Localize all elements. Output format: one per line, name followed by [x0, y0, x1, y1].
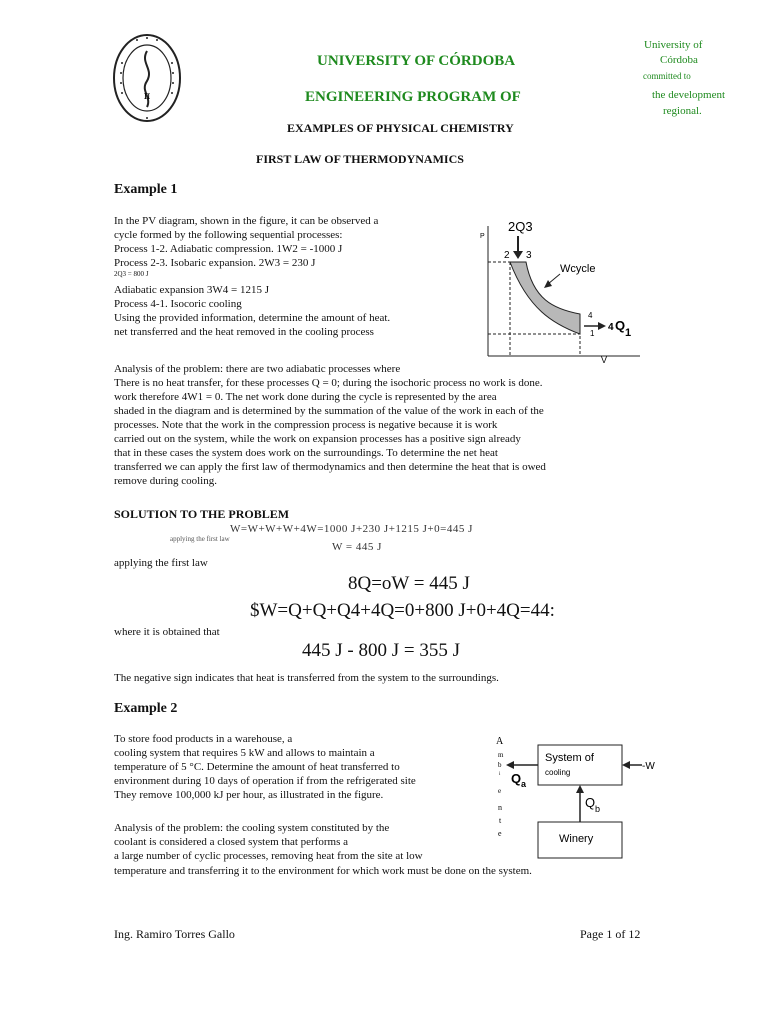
ambient-letter: i — [499, 772, 501, 777]
example2-analysis-line: coolant is considered a closed system that performs a — [114, 836, 348, 848]
footer-author: Ing. Ramiro Torres Gallo — [114, 927, 235, 941]
example2-title: Example 2 — [114, 701, 178, 716]
analysis-line: There is no heat transfer, for these processes Q = 0; during the isochoric process no work is done. — [114, 377, 543, 389]
ambient-letter: n — [498, 803, 502, 812]
side-note-line5: regional. — [663, 105, 702, 117]
example2-analysis-line: Analysis of the problem: the cooling system constituted by the — [114, 822, 390, 834]
program-title: ENGINEERING PROGRAM OF — [305, 89, 521, 105]
ambient-letter: b — [498, 761, 502, 769]
cooling-diagram — [492, 731, 662, 861]
footer-page-number: Page 1 of 12 — [580, 927, 641, 941]
pv-q-prefix: 4 — [608, 322, 614, 333]
pv-diagram — [458, 214, 648, 364]
topic-title: FIRST LAW OF THERMODYNAMICS — [256, 152, 464, 166]
ambient-letter: e — [498, 829, 502, 838]
equation-heat-net: 8Q=oW = 445 J — [348, 573, 470, 594]
example1-line: Process 1-2. Adiabatic compression. 1W2 = -1000 J — [114, 243, 343, 255]
qa-sub: a — [521, 779, 527, 789]
example1-line: net transferred and the heat removed in the cooling process — [114, 326, 374, 338]
university-seal-logo — [112, 33, 182, 123]
system-label-line2: cooling — [545, 768, 571, 777]
ambient-letter: e — [498, 787, 502, 795]
equation-heat-removed-clip — [302, 640, 492, 657]
equation-work-note: applying the first law — [170, 535, 230, 543]
conclusion-text: The negative sign indicates that heat is transferred from the system to the surroundings. — [114, 672, 499, 684]
example1-line: Process 2-3. Isobaric expansion. 2W3 = 230 J — [114, 257, 316, 269]
svg-text:π: π — [143, 91, 151, 102]
analysis-line: shaded in the diagram and is determined by the summation of the value of the work in each of the — [114, 405, 544, 417]
example2-line: environment during 10 days of operation if from the refrigerated site — [114, 775, 416, 787]
example2-line: They remove 100,000 kJ per hour, as illustrated in the figure. — [114, 789, 384, 801]
pv-point-3: 3 — [526, 250, 532, 261]
solution-title: SOLUTION TO THE PROBLEM — [114, 507, 290, 521]
example2-analysis — [114, 821, 504, 863]
qb-sub: b — [595, 804, 601, 814]
pv-p-axis-label: P — [480, 233, 485, 240]
side-note-line3: committed to — [643, 71, 691, 81]
qb-main: Q — [585, 795, 596, 810]
equation-first-law: $W=Q+Q+Q4+4Q=0+800 J+0+4Q=44: — [250, 600, 555, 621]
example2-line: To store food products in a warehouse, a — [114, 733, 293, 745]
example1-line: In the PV diagram, shown in the figure, it can be observed a — [114, 215, 379, 227]
pv-wcycle-label: Wcycle — [560, 263, 596, 275]
example1-line: cycle formed by the following sequential processes: — [114, 229, 343, 241]
analysis-line: transferred we can apply the first law of thermodynamics and then determine the heat that is owed — [114, 461, 546, 473]
ambient-letter: t — [499, 816, 502, 825]
equation-heat-removed: 445 J - 800 J = 355 J — [302, 640, 460, 657]
equation-work-sum: W=W+W+W+4W=1000 J+230 J+1215 J+0=445 J — [230, 523, 473, 535]
pv-2q3-label: 2Q3 — [508, 219, 533, 234]
analysis-line: work therefore 4W1 = 0. The net work done during the cycle is represented by the area — [114, 391, 497, 403]
side-note-line2: Córdoba — [660, 54, 698, 66]
example1-small-note: 2Q3 = 800 J — [114, 270, 149, 278]
example1-problem — [114, 214, 454, 339]
ambient-letter: m — [498, 751, 504, 759]
example2-analysis-line: temperature and transferring it to the environment for which work must be done on the system. — [114, 865, 532, 877]
pv-v-axis-label: V — [601, 355, 608, 364]
example2-problem — [114, 732, 476, 802]
side-note-line4: the development — [652, 89, 726, 101]
example2-analysis-line: a large number of cyclic processes, removing heat from the site at low — [114, 850, 423, 862]
equation-work-result: W = 445 J — [332, 541, 382, 553]
example1-line: Adiabatic expansion 3W4 = 1215 J — [114, 284, 269, 296]
document-subtitle: EXAMPLES OF PHYSICAL CHEMISTRY — [287, 121, 514, 135]
pv-q-sub: 1 — [625, 327, 632, 339]
obtained-label: where it is obtained that — [114, 626, 220, 638]
university-title: UNIVERSITY OF CÓRDOBA — [317, 53, 516, 69]
side-note-line1: University of — [644, 39, 703, 51]
pv-q-main: Q — [615, 318, 626, 333]
pv-point-2: 2 — [504, 250, 510, 261]
example1-title: Example 1 — [114, 182, 178, 197]
analysis-line: carried out on the system, while the work on expansion processes has a positive sign already — [114, 433, 521, 445]
work-label: -W — [642, 761, 655, 772]
example1-analysis — [114, 376, 658, 488]
example2-line: temperature of 5 °C. Determine the amount of heat transferred to — [114, 761, 400, 773]
pv-point-1: 1 — [590, 329, 595, 338]
analysis-line: remove during cooling. — [114, 475, 217, 487]
winery-label: Winery — [559, 833, 594, 845]
qa-main: Q — [511, 771, 522, 786]
example2-line: cooling system that requires 5 kW and allows to maintain a — [114, 747, 375, 759]
apply-label: applying the first law — [114, 557, 208, 569]
analysis-line: processes. Note that the work in the compression process is negative because it is work — [114, 419, 498, 431]
system-label-line1: System of — [545, 752, 594, 764]
example1-line: Process 4-1. Isocoric cooling — [114, 298, 242, 310]
pv-point-4: 4 — [588, 311, 593, 320]
example1-line: Using the provided information, determine the amount of heat. — [114, 312, 391, 324]
analysis-line: that in these cases the system does work on the surroundings. To determine the net heat — [114, 447, 498, 459]
example1-analysis-first: Analysis of the problem: there are two adiabatic processes where — [114, 363, 401, 375]
ambient-letter: A — [496, 736, 504, 747]
